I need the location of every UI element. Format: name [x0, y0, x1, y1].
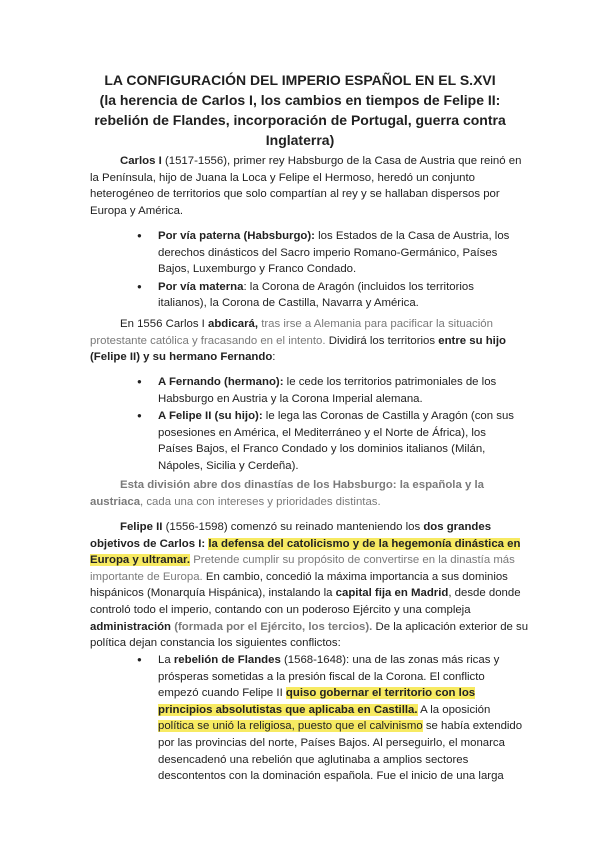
title-line-2: (la herencia de Carlos I, los cambios en tiempos de Felipe II:	[99, 92, 501, 108]
flandes-text-5b: se había extendido	[422, 720, 523, 733]
list-item	[150, 279, 530, 312]
felipe-p-text-4: En cambio, concedió la máxima importancia a sus dominios	[202, 570, 508, 583]
list-item	[150, 228, 530, 278]
carlos-text-1: (1517-1556), primer rey Habsburgo de la Casa de Austria que reinó en	[161, 155, 522, 167]
abdica-text-2: Dividirá los territorios	[328, 334, 436, 347]
felipe-p-bold-7: administración	[90, 620, 172, 633]
division-text-2: , cada una con intereses y prioridades distintas.	[140, 495, 381, 508]
abdica-grey-2: protestante católica y fracasando en el intento.	[90, 334, 329, 347]
title-line-1: LA CONFIGURACIÓN DEL IMPERIO ESPAÑOL EN EL S.XVI	[104, 72, 496, 88]
felipe-text-3: Países Bajos, el Franco Condado y los dominios italianos (Milán,	[158, 443, 486, 456]
carlos-text-3: heterogéneo de territorios que solo compartían al rey y se hallaban dispersos por	[90, 188, 500, 201]
document-title	[80, 70, 520, 150]
flandes-highlight-2: principios absolutistas que aplicaba en Castilla.	[158, 703, 418, 716]
fernando-text-1: le cede los territorios patrimoniales de los	[283, 376, 497, 388]
felipe-p-grey-2: importante de Europa.	[90, 570, 203, 583]
title-line-4: Inglaterra)	[265, 132, 335, 148]
division-bold-2: austriaca	[90, 495, 141, 508]
felipe-p-grey-1: Pretende cumplir su propósito de convertirse en la dinastía más	[190, 554, 515, 567]
felipe-p-highlight-2: Europa y ultramar.	[90, 554, 191, 567]
carlos-text-4: Europa y América.	[90, 204, 184, 217]
felipe-p-text-1: (1556-1598) comenzó su reinado manteniendo los	[162, 521, 424, 533]
abdica-bold-2: entre su hijo	[435, 334, 506, 347]
felipe-text-4: Nápoles, Sicilia y Cerdeña).	[158, 459, 299, 472]
felipe-p-text-6: controló todo el imperio, contando con un poderoso Ejército y una compleja	[90, 603, 471, 616]
paragraph-abdica	[90, 316, 520, 366]
felipe-p-text-5b: , desde donde	[448, 587, 521, 600]
felipe-p-text-5: hispánicos (Monarquía Hispánica), instalando la	[90, 587, 336, 600]
title-line-3: rebelión de Flandes, incorporación de Portugal, guerra contra	[94, 112, 506, 128]
list-item	[150, 652, 530, 785]
felipe-p-bold-1: dos grandes	[423, 521, 492, 533]
flandes-bold-1: rebelión de Flandes	[173, 654, 281, 666]
felipe-p-bold-2: objetivos de Carlos I:	[90, 537, 209, 550]
flandes-text-2: prósperas sometidas a la presión fiscal de la Corona. El conflicto	[158, 670, 485, 683]
abdica-colon: :	[272, 351, 276, 364]
flandes-text-4b: A la oposición	[417, 703, 491, 716]
felipe-p-highlight-1: la defensa del catolicismo y de la hegemonía dinástica en	[208, 537, 521, 550]
felipe-p-grey-7: (formada por el Ejército, los tercios).	[171, 620, 373, 633]
flandes-text-6: por las provincias del norte, Países Bajos. Al perseguirlo, el monarca	[158, 736, 505, 749]
materna-text-1: : la Corona de Aragón (incluidos los territorios	[243, 280, 474, 293]
list-item	[150, 408, 530, 474]
list-item	[150, 374, 530, 407]
paterna-text-3: Bajos, Luxemburgo y Franco Condado.	[158, 263, 357, 276]
felipe-text-2: posesiones en América, el Mediterráneo y el Norte de África), los	[158, 426, 486, 439]
flandes-text-8: descontentos con la dominación española. Fue el inicio de una larga	[158, 770, 504, 783]
felipe-p-bold-5: capital fija en Madrid	[335, 587, 449, 600]
conflictos-list	[150, 652, 530, 786]
flandes-highlight-1: quiso gobernar el territorio con los	[285, 687, 476, 700]
materna-text-2: italianos), la Corona de Castilla, Navarra y América.	[158, 297, 419, 310]
paterna-text-2: derechos dinásticos del Sacro imperio Romano-Germánico, Países	[158, 246, 498, 259]
flandes-text-7: desencadenó una rebelión que aglutinaba a amplios sectores	[158, 753, 469, 766]
flandes-text-3a: empezó cuando Felipe II	[158, 687, 286, 700]
flandes-text-1c: (1568-1648): una de las zonas más ricas y	[280, 654, 500, 666]
reparto-list	[150, 374, 530, 476]
paragraph-felipe	[90, 519, 529, 652]
carlos-name: Carlos I	[120, 155, 162, 167]
materna-label: Por vía materna	[158, 280, 244, 293]
abdica-bold-3: (Felipe II) y su hermano Fernando	[90, 351, 273, 364]
abdica-text-1: En 1556 Carlos I	[120, 318, 209, 330]
flandes-highlight-3: política se unió la religiosa, puesto que el calvinismo	[158, 720, 423, 733]
paragraph-carlos	[90, 153, 520, 219]
felipe-p-text-8: política dejan constancia los siguientes conflictos:	[90, 637, 341, 650]
flandes-text-1a: La	[158, 654, 174, 666]
abdica-bold: abdicará,	[208, 318, 259, 330]
felipe-name: Felipe II	[120, 521, 163, 533]
division-text-1: Esta división abre dos dinastías de los Habsburgo: la española y la	[120, 479, 484, 491]
paragraph-division	[90, 477, 520, 510]
paterna-label: Por vía paterna (Habsburgo):	[158, 230, 315, 242]
fernando-label: A Fernando (hermano):	[158, 376, 284, 388]
felipe-p-text-7: De la aplicación exterior de su	[372, 620, 529, 633]
paterna-text-1: los Estados de la Casa de Austria, los	[314, 230, 510, 242]
carlos-text-2: la Península, hijo de Juana la Loca y Felipe el Hermoso, heredó un conjunto	[90, 171, 475, 184]
felipe-text-1: le lega las Coronas de Castilla y Aragón (con sus	[262, 410, 514, 423]
abdica-grey-1: tras irse a Alemania para pacificar la situación	[258, 318, 493, 330]
herencia-list	[150, 228, 530, 313]
felipe-label: A Felipe II (su hijo):	[158, 410, 263, 423]
fernando-text-2: Habsburgo en Austria y la Corona Imperial alemana.	[158, 392, 423, 405]
